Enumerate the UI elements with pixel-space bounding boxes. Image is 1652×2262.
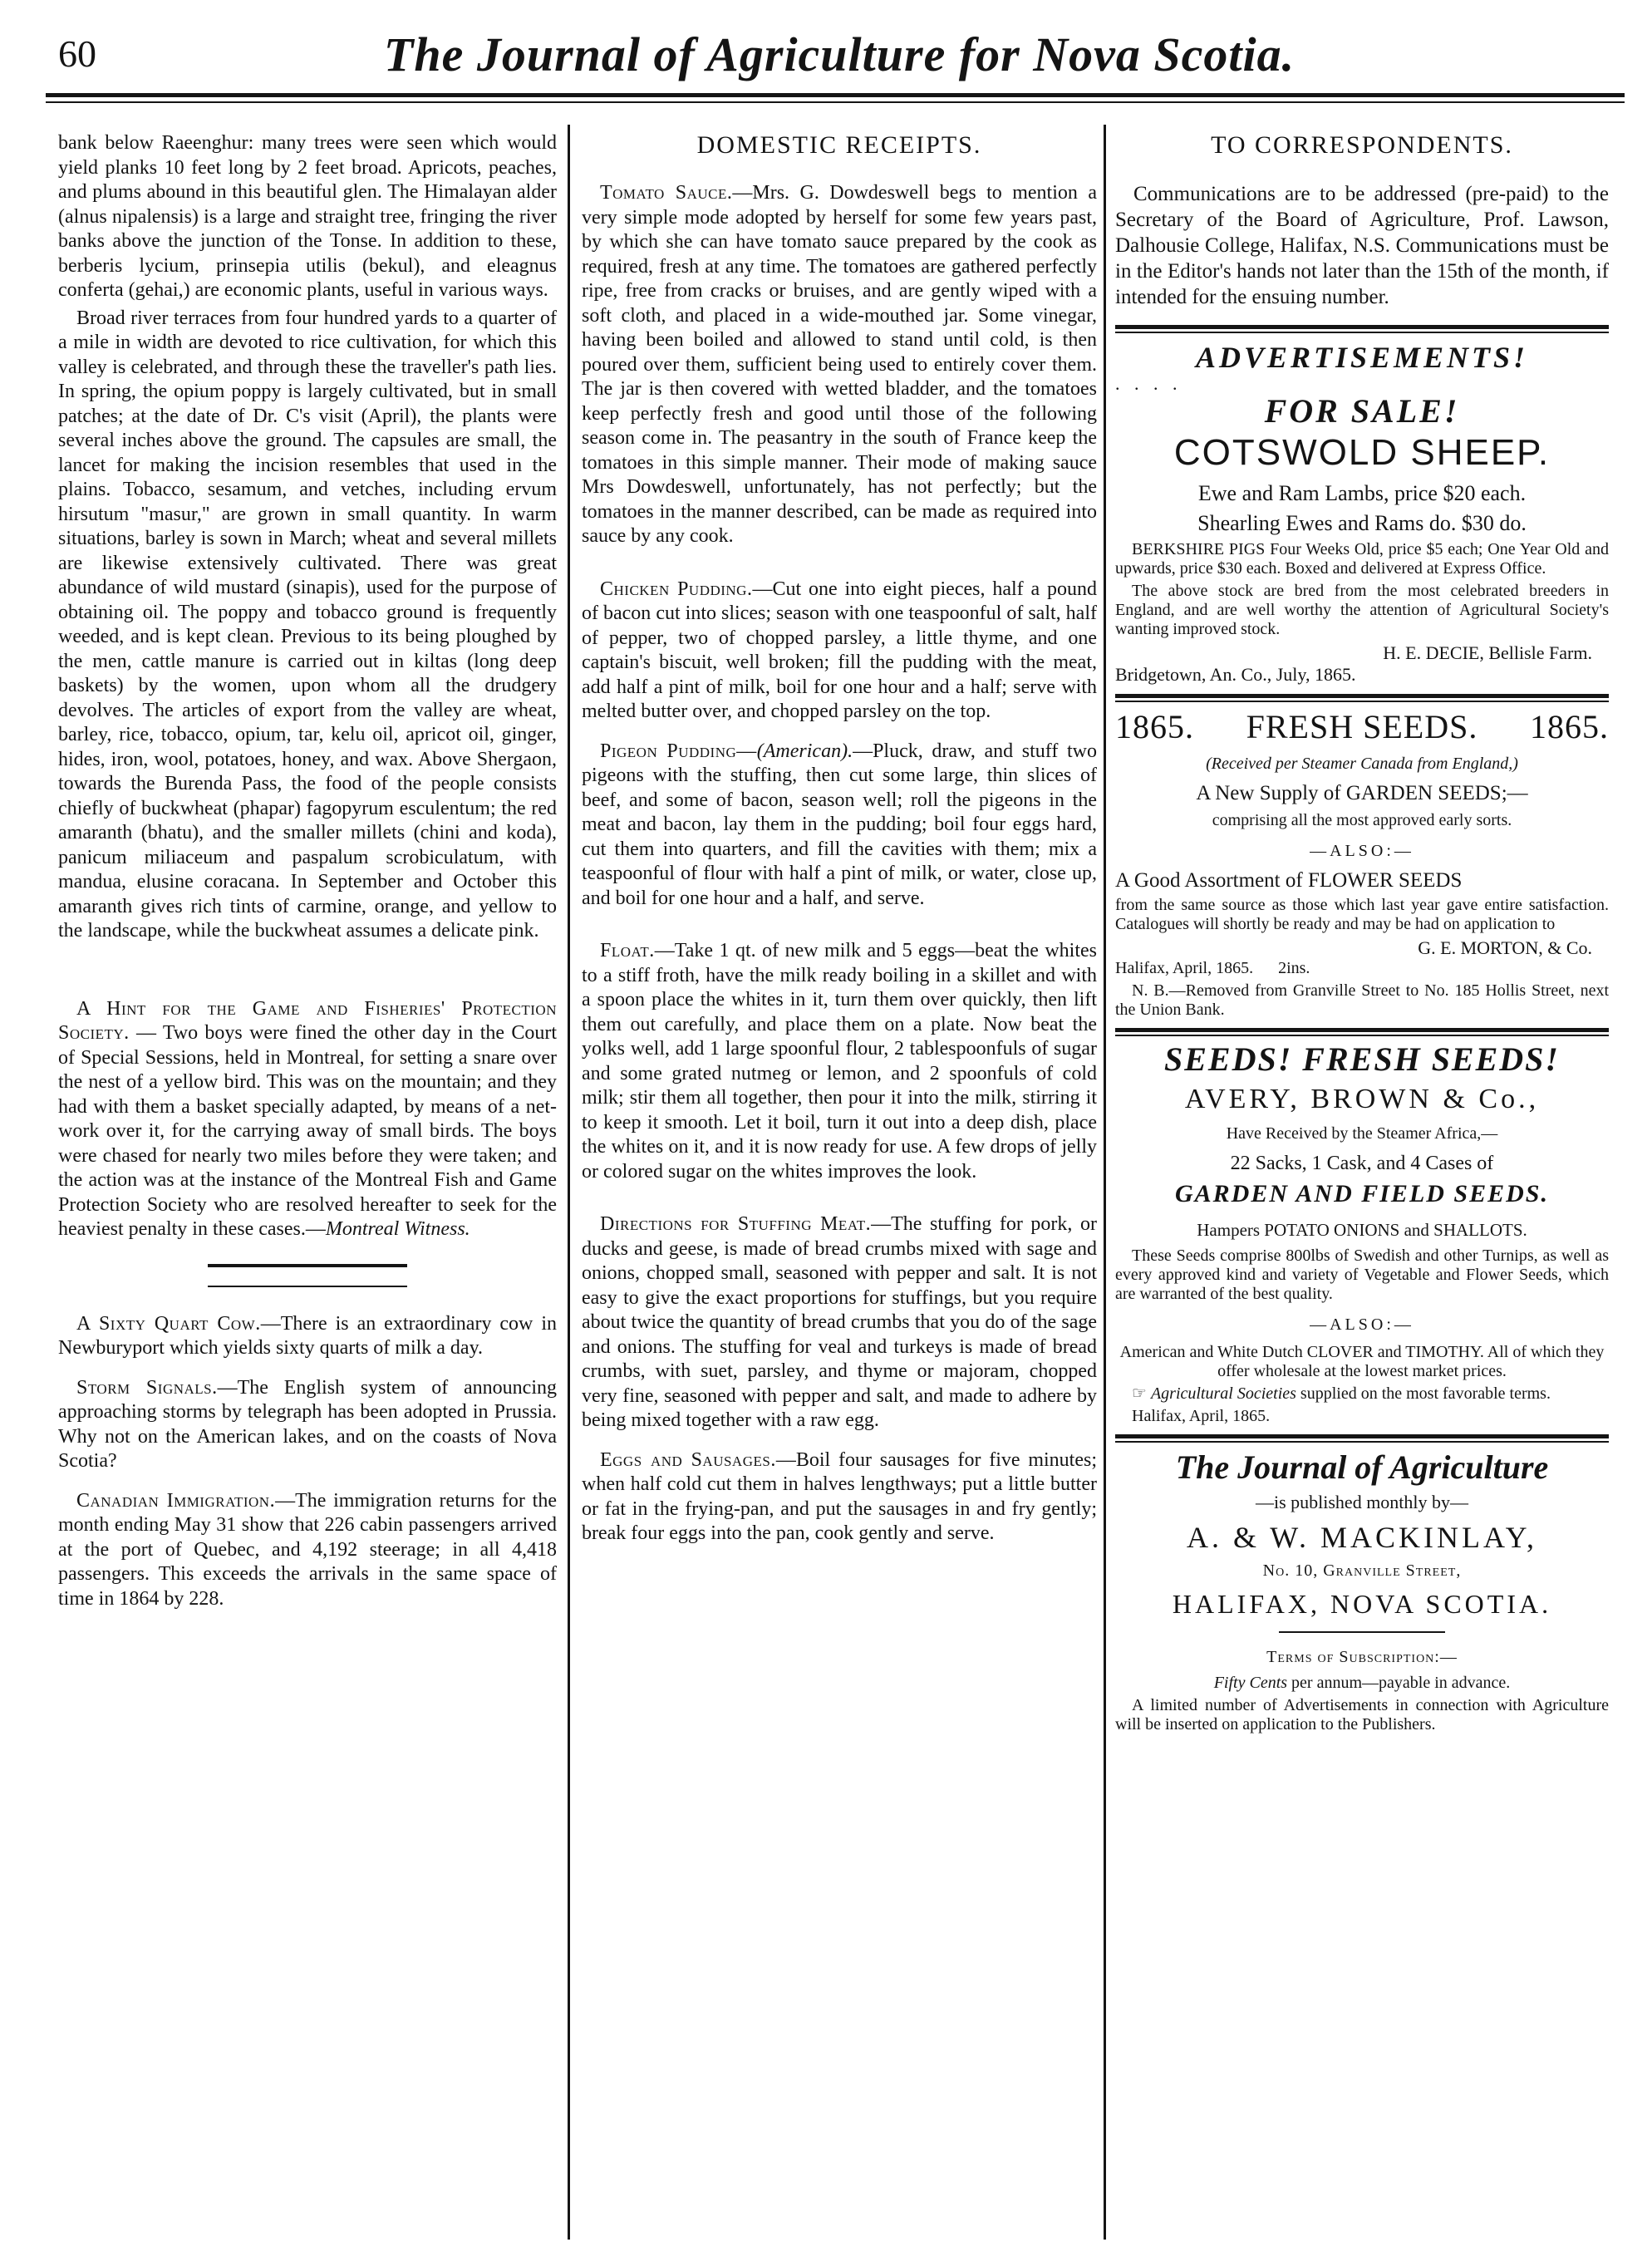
short-rule [1279,1631,1445,1633]
flower-seeds-body: from the same source as those which last year gave entire satisfaction. Catalogues will shortly be ready and may be had on application to [1115,896,1609,933]
pigeon-pudding-recipe [582,740,1097,912]
float-body: —Take 1 qt. of new milk and 5 eggs—beat the whites to a stiff froth, have the milk ready boiling in a skillet and with a spoon place the whites in it, turn them over quickly, then lift them out carefully, and place them on a plate. Now beat the yolks well, add 1 large spoonful flour, 2 tablespoonfuls of sugar and some grated nutmeg or lemon, and 2 spoonfuls of cold milk; stir them all together, then pour it into the milk, stirring it to keep it smooth. Let it boil, turn it out into a deep dish, place the whites on it, and it is now ready for use. A few drops of jelly or colored sugar on the whites improves the look. [582,940,1097,1183]
removal-notice: N. B.—Removed from Granville Street to No. 185 Hollis Street, next the Union Bank. [1115,981,1609,1019]
tomato-sauce-body: —Mrs. G. Dowdeswell begs to mention a very simple mode adopted by herself for some few years past, by which she can have tomato sauce prepared by the cook as required, fresh at any time. The tomatoes are gathered perfectly ripe, free from cracks or bruises, and are gently wiped with a soft cloth, and placed in a wide-mouthed jar. Some vinegar, having been boiled and allowed to stand until cold, is then poured over them, sufficient being used to entirely cover them. The jar is then covered with wetted bladder, and the tomatoes keep perfectly fresh and good until those of the following season come in. The peasantry in the south of France keep the tomatoes in this simple manner. Their mode of making sauce Mrs Dowdeswell, unfortunately, has not perfectly; but the tomatoes in the manner described, can be made as required into sauce by any cook. [582,182,1097,547]
avery-brown-firm: AVERY, BROWN & Co., [1184,1084,1540,1114]
chicken-pudding-recipe [582,578,1097,725]
section-rule-thin [1115,1441,1609,1443]
tomato-sauce-lead: Tomato Sauce. [600,182,733,204]
lambs-price: Ewe and Ram Lambs, price $20 each. [1197,481,1527,505]
section-rule-thin [1115,701,1609,702]
spacer [582,553,1097,578]
storm-signals-lead: Storm Signals. [76,1376,218,1399]
spacer [58,947,557,972]
column-two [582,131,1097,2242]
section-rule-thin [1115,1035,1609,1036]
fresh-seeds-headline: FRESH SEEDS. [1246,708,1478,745]
valley-paragraph-2: Broad river terraces from four hundred yards to a quarter of a mile in width are devoted to rice cultivation, for which this valley is celebrated, and through these the traveller's path lies. In spring, the opium poppy is largely cultivated, but in small patches; at the date of Dr. C's visit (April), the plants were several inches above the ground. The capsules are small, the lancet for making the incision resembles that used in the plains. Tobacco, sesamum, and vetches, including ervum hirsutum "masur," are grown in small quantity. In warm situations, barley is sown in March; wheat and several millets are likewise extensively cultivated. There was great abundance of wild mustard (sinapis), used for the purpose of obtaining oil. The poppy and tobacco ground is frequently weeded, and is kept clean. Previous to its being ploughed by the men, cattle manure is carried out in kiltas (long deep baskets) by the women, upon whom all the drudgery devolves. The articles of export from the valley are wheat, barley, rice, tobacco, opium, tar, kelu oil, apricot oil, ginger, hides, iron, wool, potatoes, honey, and wax. Above Shergaon, towards the Burenda Pass, the food of the people consists chiefly of buckwheat (phapar) fagopyrum esculentum; the red amaranth (bhatu), and the smaller millets (chini and koda), panicum miliaceum and paspalum scrobiculatum, with mandua, elusine coracana. In September and October this amaranth gives rich tints of carmine, orange, and yellow to the landscape, while the buckwheat assumes a delicate pink. [58,307,557,942]
pointing-hand-icon: ☞ [1132,1384,1147,1403]
cotswold-sheep-ad [1115,391,1609,686]
morton-ins: 2ins. [1278,959,1310,977]
morton-date-row [1115,959,1609,978]
section-rule [208,1264,407,1267]
per-annum-text: per annum—payable in advance. [1287,1674,1511,1692]
column-divider-left [568,125,570,2240]
spacer [58,1365,557,1376]
immigration-article [58,1489,557,1612]
avery-brown-seeds-ad [1115,1040,1609,1426]
spacer [582,1188,1097,1212]
garden-field-seeds: GARDEN AND FIELD SEEDS. [1175,1180,1549,1207]
turnip-seeds-body: These Seeds comprise 800lbs of Swedish and other Turnips, as well as every approved kind and variety of Vegetable and Flower Seeds, which are warranted of the best quality. [1115,1247,1609,1303]
section-rule [1115,694,1609,698]
stuffing-lead: Directions for Stuffing Meat. [600,1213,872,1235]
for-sale-banner: FOR SALE! [1264,392,1460,430]
spacer [58,1478,557,1489]
pigeon-pudding-body: —Pluck, draw, and stuff two pigeons with the stuffing, then cut some large, thin slices of beef, and some of bacon, season well; roll the pigeons in the meat and bacon, lay them in the pudding; boil four eggs hard, cut them into quarters, and fill the cavities with them; mix a teaspoonful of flour with half a pint of milk, or water, close up, and boil for one hour and a half, and serve. [582,740,1097,909]
sixty-quart-cow-body: —There is an extraordinary cow in Newburyport which yields sixty quarts of milk a day. [58,1312,557,1359]
section-rule-thin [208,1286,407,1287]
sacks-cask-cases: 22 Sacks, 1 Cask, and 4 Cases of [1230,1153,1494,1174]
header-rule-bottom [46,101,1625,103]
terms-of-subscription-heading: Terms of Subscription:— [1266,1648,1458,1666]
chicken-pudding-body: —Cut one into eight pieces, half a pound of bacon cut into slices; season with one teaspoonful of salt, half of pepper, two of chopped parsley, a little thyme, and one captain's biscuit, well broken; fill the pudding with the meat, add half a pint of milk, boil for one hour and a half; serve with melted butter over, and chopped parsley on the top. [582,578,1097,722]
storm-signals-body: —The English system of announcing approaching storms by telegraph has been adopted in Prussia. Why not on the American lakes, and on the coasts of Nova Scotia? [58,1376,557,1472]
also-divider-2: —ALSO:— [1310,1315,1414,1334]
game-protection-body: — Two boys were fined the other day in the Court of Special Sessions, held in Montreal, for setting a snare over the nest of a yellow bird. This was on the mountain; and they had with them a basket specially adapted, by means of a net-work over it, for the carrying away of small birds. The boys were chased for nearly two miles before they were taken; and the action was at the instance of the Montreal Fish and Game Protection Society who are resolved hereafter to seek for the heaviest penalty in these cases.— [58,1022,557,1240]
column-three [1115,131,1609,2242]
advertisements-banner: ADVERTISEMENTS! [1195,341,1529,374]
header-rule-top [46,93,1625,97]
publisher-city: HALIFAX, NOVA SCOTIA. [1172,1589,1552,1619]
eggs-sausages-lead: Eggs and Sausages. [600,1448,776,1471]
float-lead: Float. [600,940,655,961]
section-rule [1115,325,1609,329]
subscription-price-line [1115,1674,1609,1693]
spacer [582,728,1097,740]
also-divider: —ALSO:— [1310,842,1414,860]
stuffing-body: —The stuffing for pork, or ducks and geese, is made of bread crumbs mixed with sage and onions, chopped small, seasoned with pepper and salt. It is not easy to give the exact proportions for stuffings, but you require about twice the quantity of bread crumbs that you do of the sage and onions. The stuffing for veal and turkeys is made of bread crumbs, with suet, parsley, and thyme or majoram, chopped very fine, seasoned with pepper and salt, and made to adhere by being mixed together with a raw egg. [582,1213,1097,1431]
stuffing-recipe [582,1212,1097,1433]
fresh-seeds-year-left: 1865. [1115,708,1194,745]
morton-date: Halifax, April, 1865. [1115,959,1254,977]
chicken-pudding-lead: Chicken Pudding. [600,578,753,600]
received-per-steamer: (Received per Steamer Canada from England,) [1206,755,1518,773]
journal-publisher-notice [1115,1448,1609,1734]
stock-description: The above stock are bred from the most celebrated breeders in England, and are well worthy the attention of Agricultural Society's wanting improved stock. [1115,582,1609,638]
eggs-sausages-recipe [582,1448,1097,1547]
potato-onions-line: Hampers POTATO ONIONS and SHALLOTS. [1197,1220,1527,1240]
agricultural-societies-text: Agricultural Societies [1150,1384,1296,1403]
fresh-seeds-headline-row [1115,707,1609,746]
steamer-africa-line: Have Received by the Steamer Africa,— [1226,1124,1498,1143]
flower-seeds-line: A Good Assortment of FLOWER SEEDS [1115,869,1463,892]
fifty-cents-text: Fifty Cents [1213,1674,1288,1692]
section-rule-thin [1115,332,1609,333]
pigeon-pudding-tag: (American). [756,740,853,762]
sixty-quart-cow-article [58,1312,557,1361]
page-header [50,12,1629,86]
column-divider-right [1104,125,1106,2240]
garden-seeds-supply-sub: comprising all the most approved early sorts. [1212,811,1512,829]
journal-title: The Journal of Agriculture for Nova Scotia. [383,27,1296,81]
section-rule [1115,1028,1609,1032]
fresh-seeds-ad [1115,707,1609,1020]
correspondents-heading: TO CORRESPONDENTS. [1211,131,1513,159]
tomato-sauce-recipe [582,181,1097,549]
advertisements-dots: . . . . [1115,373,1182,394]
garden-seeds-supply: A New Supply of GARDEN SEEDS;— [1196,782,1528,804]
morton-signature: G. E. MORTON, & Co. [1418,937,1592,958]
page-number: 60 [58,32,96,75]
domestic-receipts-heading: DOMESTIC RECEIPTS. [696,131,982,159]
spacer [58,972,557,997]
pigeon-pudding-lead: Pigeon Pudding— [600,740,757,762]
fresh-seeds-year-right: 1865. [1530,708,1609,745]
clover-timothy-line: American and White Dutch CLOVER and TIMOTHY. All of which they offer wholesale at the lowest market prices. [1119,1343,1605,1380]
berkshire-pigs: BERKSHIRE PIGS Four Weeks Old, price $5 each; One Year Old and upwards, price $30 each. Boxed and delivered at Express Office. [1115,540,1609,578]
advertisements-note: A limited number of Advertisements in connection with Agriculture will be inserted on application to the Publishers. [1115,1696,1609,1733]
spacer [582,914,1097,939]
societies-terms-line [1115,1384,1609,1404]
float-recipe [582,939,1097,1184]
avery-brown-date: Halifax, April, 1865. [1132,1407,1271,1425]
storm-signals-article [58,1376,557,1474]
game-protection-source: Montreal Witness. [325,1218,470,1240]
sheep-signature: H. E. DECIE, Bellisle Farm. [1383,642,1592,663]
cotswold-sheep-headline: COTSWOLD SHEEP. [1173,432,1551,473]
journal-of-agriculture-title: The Journal of Agriculture [1175,1448,1549,1486]
eggs-sausages-body: —Boil four sausages for five minutes; when half cold cut them in halves lengthways; put a little butter or fat in the frying-pan, and put the sausages in and fry gently; break four eggs into the pan, cook gently and serve. [582,1448,1097,1544]
valley-paragraph-1: bank below Raeenghur: many trees were seen which would yield planks 10 feet long by 2 feet broad. Apricots, peaches, and plums abound in this beautiful glen. The Himalayan alder (alnus nipalensis) is a large and straight tree, fringing the river banks above the junction of the Tonse. In addition to these, berberis lycium, prinsepia utilis (bekul), and eleagnus conferta (gehai,) are economic plants, useful in various ways. [58,132,557,301]
societies-rest-text: supplied on the most favorable terms. [1296,1384,1551,1403]
correspondents-notice: Communications are to be addressed (pre-paid) to the Secretary of the Board of Agriculture, Prof. Lawson, Dalhousie College, Halifax, N.S. Communications must be in the Editor's hands not later than the 15th of the month, if intended for the ensuing number. [1115,183,1609,308]
shearling-price: Shearling Ewes and Rams do. $30 do. [1197,511,1527,535]
spacer [582,1437,1097,1448]
sheep-place-date: Bridgetown, An. Co., July, 1865. [1115,664,1356,685]
publisher-address: No. 10, Granville Street, [1262,1561,1462,1580]
immigration-body: —The immigration returns for the month ending May 31 show that 226 cabin passengers arrived at the port of Quebec, and 4,192 steerage; in all 4,418 passengers. This exceeds the arrivals in the same space of time in 1864 by 228. [58,1489,557,1610]
seeds-fresh-seeds-banner: SEEDS! FRESH SEEDS! [1163,1040,1560,1078]
published-monthly-line: —is published monthly by— [1255,1492,1469,1512]
sixty-quart-cow-lead: A Sixty Quart Cow. [76,1312,261,1335]
section-rule [1115,1434,1609,1438]
immigration-lead: Canadian Immigration. [76,1489,276,1512]
game-protection-article [58,997,557,1242]
column-one [58,131,557,2242]
publisher-name: A. & W. MACKINLAY, [1186,1521,1538,1554]
game-protection-lead: A Hint for the Game and Fisheries' Protection Society. [58,997,557,1044]
